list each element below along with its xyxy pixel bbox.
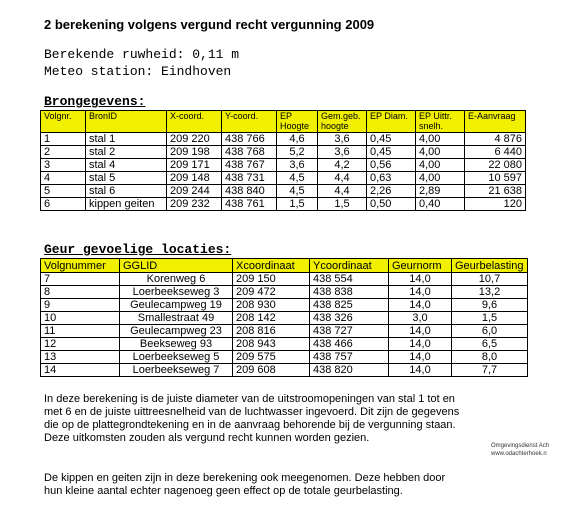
table-cell: 208 943 — [233, 338, 310, 351]
table-cell: 14,0 — [389, 325, 452, 338]
document-title: 2 berekening volgens vergund recht vergunning 2009 — [44, 17, 375, 32]
table-cell: 14 — [41, 364, 120, 377]
table-cell: stal 5 — [86, 172, 167, 185]
table-cell: Loerbeekseweg 3 — [120, 286, 233, 299]
table-cell: 4,5 — [277, 172, 318, 185]
table-cell: Loerbeekseweg 5 — [120, 351, 233, 364]
column-header: EP Diam. — [367, 111, 416, 133]
table-cell: 4,4 — [318, 172, 367, 185]
table-cell: Loerbeekseweg 7 — [120, 364, 233, 377]
table-cell: 4,00 — [416, 133, 465, 146]
table-cell: 13,2 — [452, 286, 528, 299]
table-cell: 14,0 — [389, 299, 452, 312]
table-cell: 438 761 — [222, 198, 277, 211]
table-cell: 6 — [41, 198, 86, 211]
table-cell: 438 757 — [310, 351, 389, 364]
table-cell: 0,45 — [367, 133, 416, 146]
table-cell: stal 4 — [86, 159, 167, 172]
table-cell: 209 198 — [167, 146, 222, 159]
brongegevens-table — [40, 110, 526, 211]
table-cell: 6,5 — [452, 338, 528, 351]
table-cell: 3,6 — [318, 146, 367, 159]
table-cell: 208 816 — [233, 325, 310, 338]
table-cell: 3,0 — [389, 312, 452, 325]
organisation-name: Omgevingsdienst Ach — [491, 443, 550, 449]
table-cell: 10 — [41, 312, 120, 325]
table-cell: 10 597 — [465, 172, 526, 185]
table-cell: 6,0 — [452, 325, 528, 338]
table-cell: 438 326 — [310, 312, 389, 325]
table-cell: 14,0 — [389, 364, 452, 377]
table-cell: 4,00 — [416, 146, 465, 159]
table-cell: stal 2 — [86, 146, 167, 159]
table-cell: 438 820 — [310, 364, 389, 377]
table-cell: 4,6 — [277, 133, 318, 146]
table-cell: stal 1 — [86, 133, 167, 146]
table-cell: 1,5 — [452, 312, 528, 325]
table-row — [41, 286, 528, 299]
table-cell: Smallestraat 49 — [120, 312, 233, 325]
table-cell: 208 142 — [233, 312, 310, 325]
column-header: Xcoordinaat — [233, 259, 310, 273]
table-cell: 4,00 — [416, 172, 465, 185]
table-cell: 1,5 — [318, 198, 367, 211]
table-cell: 4,4 — [318, 185, 367, 198]
column-header: Ycoordinaat — [310, 259, 389, 273]
column-header: Geurnorm — [389, 259, 452, 273]
column-header: E-Aanvraag — [465, 111, 526, 133]
table-cell: 14,0 — [389, 273, 452, 286]
table-cell: 3,6 — [318, 133, 367, 146]
table-cell: 438 466 — [310, 338, 389, 351]
table-cell: 14,0 — [389, 338, 452, 351]
table-row — [41, 146, 526, 159]
table-cell: 438 727 — [310, 325, 389, 338]
table-cell: 4,2 — [318, 159, 367, 172]
table-header-row — [41, 111, 526, 133]
table-cell: 6 440 — [465, 146, 526, 159]
table-cell: 208 930 — [233, 299, 310, 312]
table-cell: 4 — [41, 172, 86, 185]
table-cell: 21 638 — [465, 185, 526, 198]
table-cell: 3 — [41, 159, 86, 172]
table-cell: 0,45 — [367, 146, 416, 159]
table-cell: 209 575 — [233, 351, 310, 364]
table-cell: 120 — [465, 198, 526, 211]
table-cell: 14,0 — [389, 351, 452, 364]
table-cell: 8,0 — [452, 351, 528, 364]
column-header: EP Uittr. snelh. — [416, 111, 465, 133]
table-row — [41, 198, 526, 211]
table-cell: 209 220 — [167, 133, 222, 146]
note-paragraph: De kippen en geiten zijn in deze berekening ook meegenomen. Deze hebben door hun kleine aantal echter nagenoeg geen effect op de totale geurbelasting. — [44, 472, 446, 497]
table-cell: 438 825 — [310, 299, 389, 312]
table-row — [41, 273, 528, 286]
table-row — [41, 325, 528, 338]
table-cell: stal 6 — [86, 185, 167, 198]
column-header: BronID — [86, 111, 167, 133]
table-cell: 8 — [41, 286, 120, 299]
brongegevens-heading: Brongegevens: — [44, 94, 146, 109]
table-cell: 2,89 — [416, 185, 465, 198]
table-cell: 4 876 — [465, 133, 526, 146]
geur-locaties-table — [40, 258, 528, 377]
table-cell: 0,40 — [416, 198, 465, 211]
table-cell: 438 838 — [310, 286, 389, 299]
organisation-website: www.odachterhoek.n — [491, 451, 547, 457]
meteo-station-line: Meteo station: Eindhoven — [44, 64, 232, 79]
table-cell: 7,7 — [452, 364, 528, 377]
table-cell: 10,7 — [452, 273, 528, 286]
table-cell: 0,50 — [367, 198, 416, 211]
table-cell: 4,00 — [416, 159, 465, 172]
table-header-row — [41, 259, 528, 273]
ruwheid-line: Berekende ruwheid: 0,11 m — [44, 47, 240, 62]
table-cell: 5,2 — [277, 146, 318, 159]
table-cell: 209 148 — [167, 172, 222, 185]
table-cell: 209 150 — [233, 273, 310, 286]
table-row — [41, 172, 526, 185]
table-row — [41, 185, 526, 198]
table-cell: 438 768 — [222, 146, 277, 159]
table-cell: 0,63 — [367, 172, 416, 185]
table-cell: 209 232 — [167, 198, 222, 211]
table-cell: 438 840 — [222, 185, 277, 198]
table-cell: Geulecampweg 23 — [120, 325, 233, 338]
table-cell: 3,6 — [277, 159, 318, 172]
table-cell: Korenweg 6 — [120, 273, 233, 286]
table-cell: 22 080 — [465, 159, 526, 172]
table-cell: kippen geiten — [86, 198, 167, 211]
table-cell: 209 608 — [233, 364, 310, 377]
table-cell: 4,5 — [277, 185, 318, 198]
table-cell: 438 767 — [222, 159, 277, 172]
table-row — [41, 338, 528, 351]
table-cell: 209 472 — [233, 286, 310, 299]
column-header: Geurbelasting — [452, 259, 528, 273]
table-cell: 12 — [41, 338, 120, 351]
table-cell: 0,56 — [367, 159, 416, 172]
table-cell: 2 — [41, 146, 86, 159]
table-row — [41, 312, 528, 325]
column-header: X-coord. — [167, 111, 222, 133]
table-cell: 13 — [41, 351, 120, 364]
column-header: Y-coord. — [222, 111, 277, 133]
table-cell: Geulecampweg 19 — [120, 299, 233, 312]
column-header: EP Hoogte — [277, 111, 318, 133]
table-cell: 9 — [41, 299, 120, 312]
table-cell: 9,6 — [452, 299, 528, 312]
table-cell: 7 — [41, 273, 120, 286]
column-header: Volgnr. — [41, 111, 86, 133]
table-cell: 1 — [41, 133, 86, 146]
column-header: GGLID — [120, 259, 233, 273]
table-cell: 14,0 — [389, 286, 452, 299]
table-row — [41, 351, 528, 364]
table-cell: 438 554 — [310, 273, 389, 286]
column-header: Volgnummer — [41, 259, 120, 273]
table-cell: 1,5 — [277, 198, 318, 211]
table-cell: 209 244 — [167, 185, 222, 198]
geur-heading: Geur gevoelige locaties: — [44, 242, 232, 257]
table-row — [41, 299, 528, 312]
column-header: Gem.geb. hoogte — [318, 111, 367, 133]
table-cell: 209 171 — [167, 159, 222, 172]
table-cell: Beekseweg 93 — [120, 338, 233, 351]
table-cell: 438 731 — [222, 172, 277, 185]
table-cell: 2,26 — [367, 185, 416, 198]
table-row — [41, 133, 526, 146]
table-cell: 5 — [41, 185, 86, 198]
table-row — [41, 159, 526, 172]
explanation-paragraph: In deze berekening is de juiste diameter van de uitstroomopeningen van stal 1 tot en met 6 en de juiste uittreesnelheid van de luchtwasser ingevoerd. Dit zijn de gegevens die op de plattegrondtekening en in de aanvraag behorende bij de vergunning staan. Deze uitkomsten zouden als vergund recht kunnen worden gezien. — [44, 393, 460, 444]
table-cell: 438 766 — [222, 133, 277, 146]
table-row — [41, 364, 528, 377]
table-cell: 11 — [41, 325, 120, 338]
